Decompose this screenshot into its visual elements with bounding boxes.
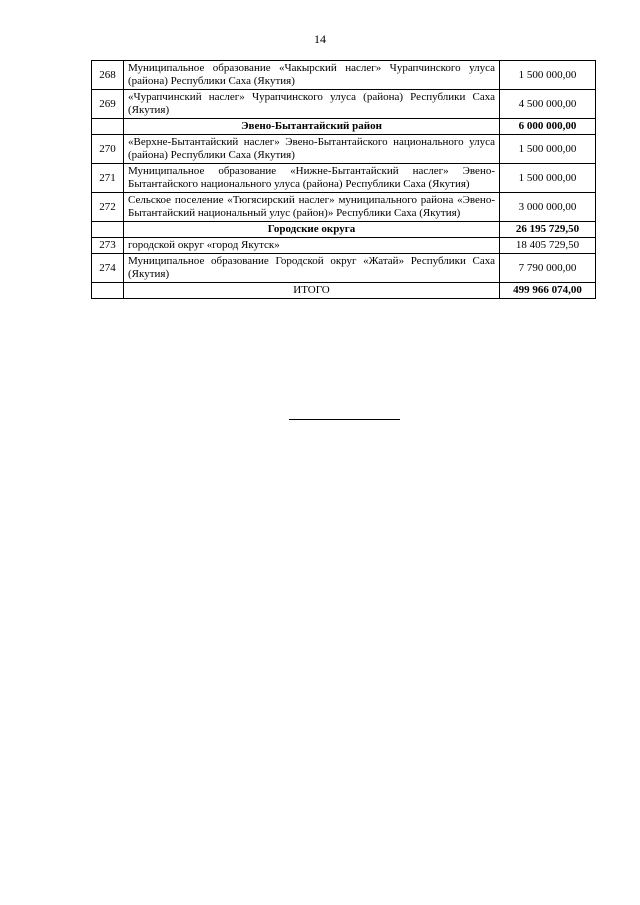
empty-number-cell (92, 222, 124, 238)
row-number: 270 (92, 135, 124, 164)
section-subtotal: 26 195 729,50 (500, 222, 596, 238)
row-number: 274 (92, 254, 124, 283)
amount-cell: 4 500 000,00 (500, 90, 596, 119)
section-subtotal: 6 000 000,00 (500, 119, 596, 135)
table-row (92, 164, 596, 193)
amount-cell: 1 500 000,00 (500, 135, 596, 164)
total-amount: 499 966 074,00 (500, 283, 596, 299)
amount-cell: 1 500 000,00 (500, 164, 596, 193)
total-row (92, 283, 596, 299)
table-row (92, 135, 596, 164)
section-heading: Эвено-Бытантайский район (124, 119, 500, 135)
separator-line (289, 419, 400, 420)
row-number: 273 (92, 238, 124, 254)
row-number: 271 (92, 164, 124, 193)
funding-table (91, 60, 596, 299)
section-heading: Городские округа (124, 222, 500, 238)
recipient-name: «Чурапчинский наслег» Чурапчинского улуса (района) Республики Саха (Якутия) (124, 90, 500, 119)
table-row (92, 61, 596, 90)
amount-cell: 18 405 729,50 (500, 238, 596, 254)
table-row (92, 193, 596, 222)
section-row (92, 119, 596, 135)
row-number: 272 (92, 193, 124, 222)
table-row (92, 238, 596, 254)
recipient-name: Муниципальное образование «Чакырский наслег» Чурапчинского улуса (района) Республики Саха (Якутия) (124, 61, 500, 90)
table-row (92, 254, 596, 283)
table-row (92, 90, 596, 119)
total-label: ИТОГО (124, 283, 500, 299)
empty-number-cell (92, 283, 124, 299)
page-number: 14 (314, 32, 326, 46)
recipient-name: городской округ «город Якутск» (124, 238, 500, 254)
recipient-name: Сельское поселение «Тюгясирский наслег» муниципального района «Эвено-Бытантайский национальный улус (район)» Республики Саха (Якутия) (124, 193, 500, 222)
empty-number-cell (92, 119, 124, 135)
recipient-name: Муниципальное образование «Нижне-Бытантайский наслег» Эвено-Бытантайского национального улуса (района) Республики Саха (Якутия) (124, 164, 500, 193)
amount-cell: 1 500 000,00 (500, 61, 596, 90)
row-number: 269 (92, 90, 124, 119)
recipient-name: «Верхне-Бытантайский наслег» Эвено-Бытантайского национального улуса (района) Республики Саха (Якутия) (124, 135, 500, 164)
row-number: 268 (92, 61, 124, 90)
amount-cell: 7 790 000,00 (500, 254, 596, 283)
amount-cell: 3 000 000,00 (500, 193, 596, 222)
section-row (92, 222, 596, 238)
recipient-name: Муниципальное образование Городской округ «Жатай» Республики Саха (Якутия) (124, 254, 500, 283)
